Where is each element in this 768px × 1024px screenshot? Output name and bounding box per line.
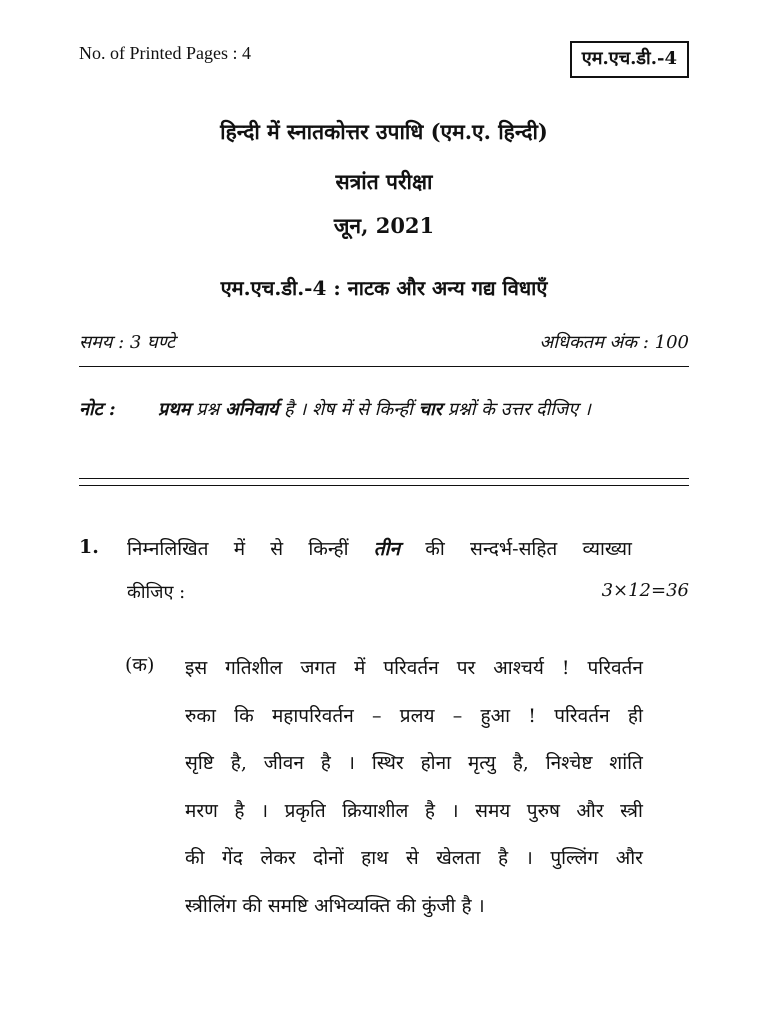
exam-date: जून, 2021 bbox=[333, 213, 435, 238]
passage-line: की गेंद लेकर दोनों हाथ से खेलता है । पुल्लिंग और bbox=[185, 847, 643, 869]
passage-line: रुका कि महापरिवर्तन – प्रलय – हुआ ! परिवर्तन ही bbox=[185, 704, 643, 727]
course-title: एम.एच.डी.-4 : नाटक और अन्य गद्य विधाएँ bbox=[220, 276, 548, 300]
divider bbox=[79, 485, 689, 486]
exam-type: सत्रांत परीक्षा bbox=[335, 169, 433, 194]
divider bbox=[79, 478, 689, 479]
note-label: नोट : bbox=[79, 399, 116, 420]
max-marks: अधिकतम अंक : 100 bbox=[539, 332, 689, 353]
paper-code-box: एम.एच.डी.-4 bbox=[570, 41, 689, 78]
passage-line: स्त्रीलिंग की समष्टि अभिव्यक्ति की कुंजी है । bbox=[185, 894, 485, 917]
part-label: (क) bbox=[125, 654, 155, 676]
divider bbox=[79, 366, 689, 367]
question-text-continued: कीजिए : bbox=[127, 582, 186, 603]
passage-line: सृष्टि है, जीवन है । स्थिर होना मृत्यु है, निश्चेष्ट शांति bbox=[185, 752, 643, 774]
question-number: 1. bbox=[79, 536, 99, 558]
passage-line: मरण है । प्रकृति क्रियाशील है । समय पुरुष और स्त्री bbox=[185, 799, 643, 822]
question-text: निम्नलिखित में से किन्हीं तीन की सन्दर्भ-सहित व्याख्या bbox=[127, 538, 632, 560]
printed-pages-count: No. of Printed Pages : 4 bbox=[79, 43, 251, 63]
note-text: प्रथम प्रश्न अनिवार्य है । शेष में से किन्हीं चार प्रश्नों के उत्तर दीजिए । bbox=[158, 399, 591, 420]
passage bbox=[185, 645, 643, 930]
exam-time: समय : 3 घण्टे bbox=[79, 332, 176, 353]
exam-title: हिन्दी में स्नातकोत्तर उपाधि (एम.ए. हिन्दी) bbox=[220, 119, 548, 144]
question-marks: 3×12=36 bbox=[601, 580, 689, 601]
passage-line: इस गतिशील जगत में परिवर्तन पर आश्चर्य ! परिवर्तन bbox=[185, 657, 643, 679]
